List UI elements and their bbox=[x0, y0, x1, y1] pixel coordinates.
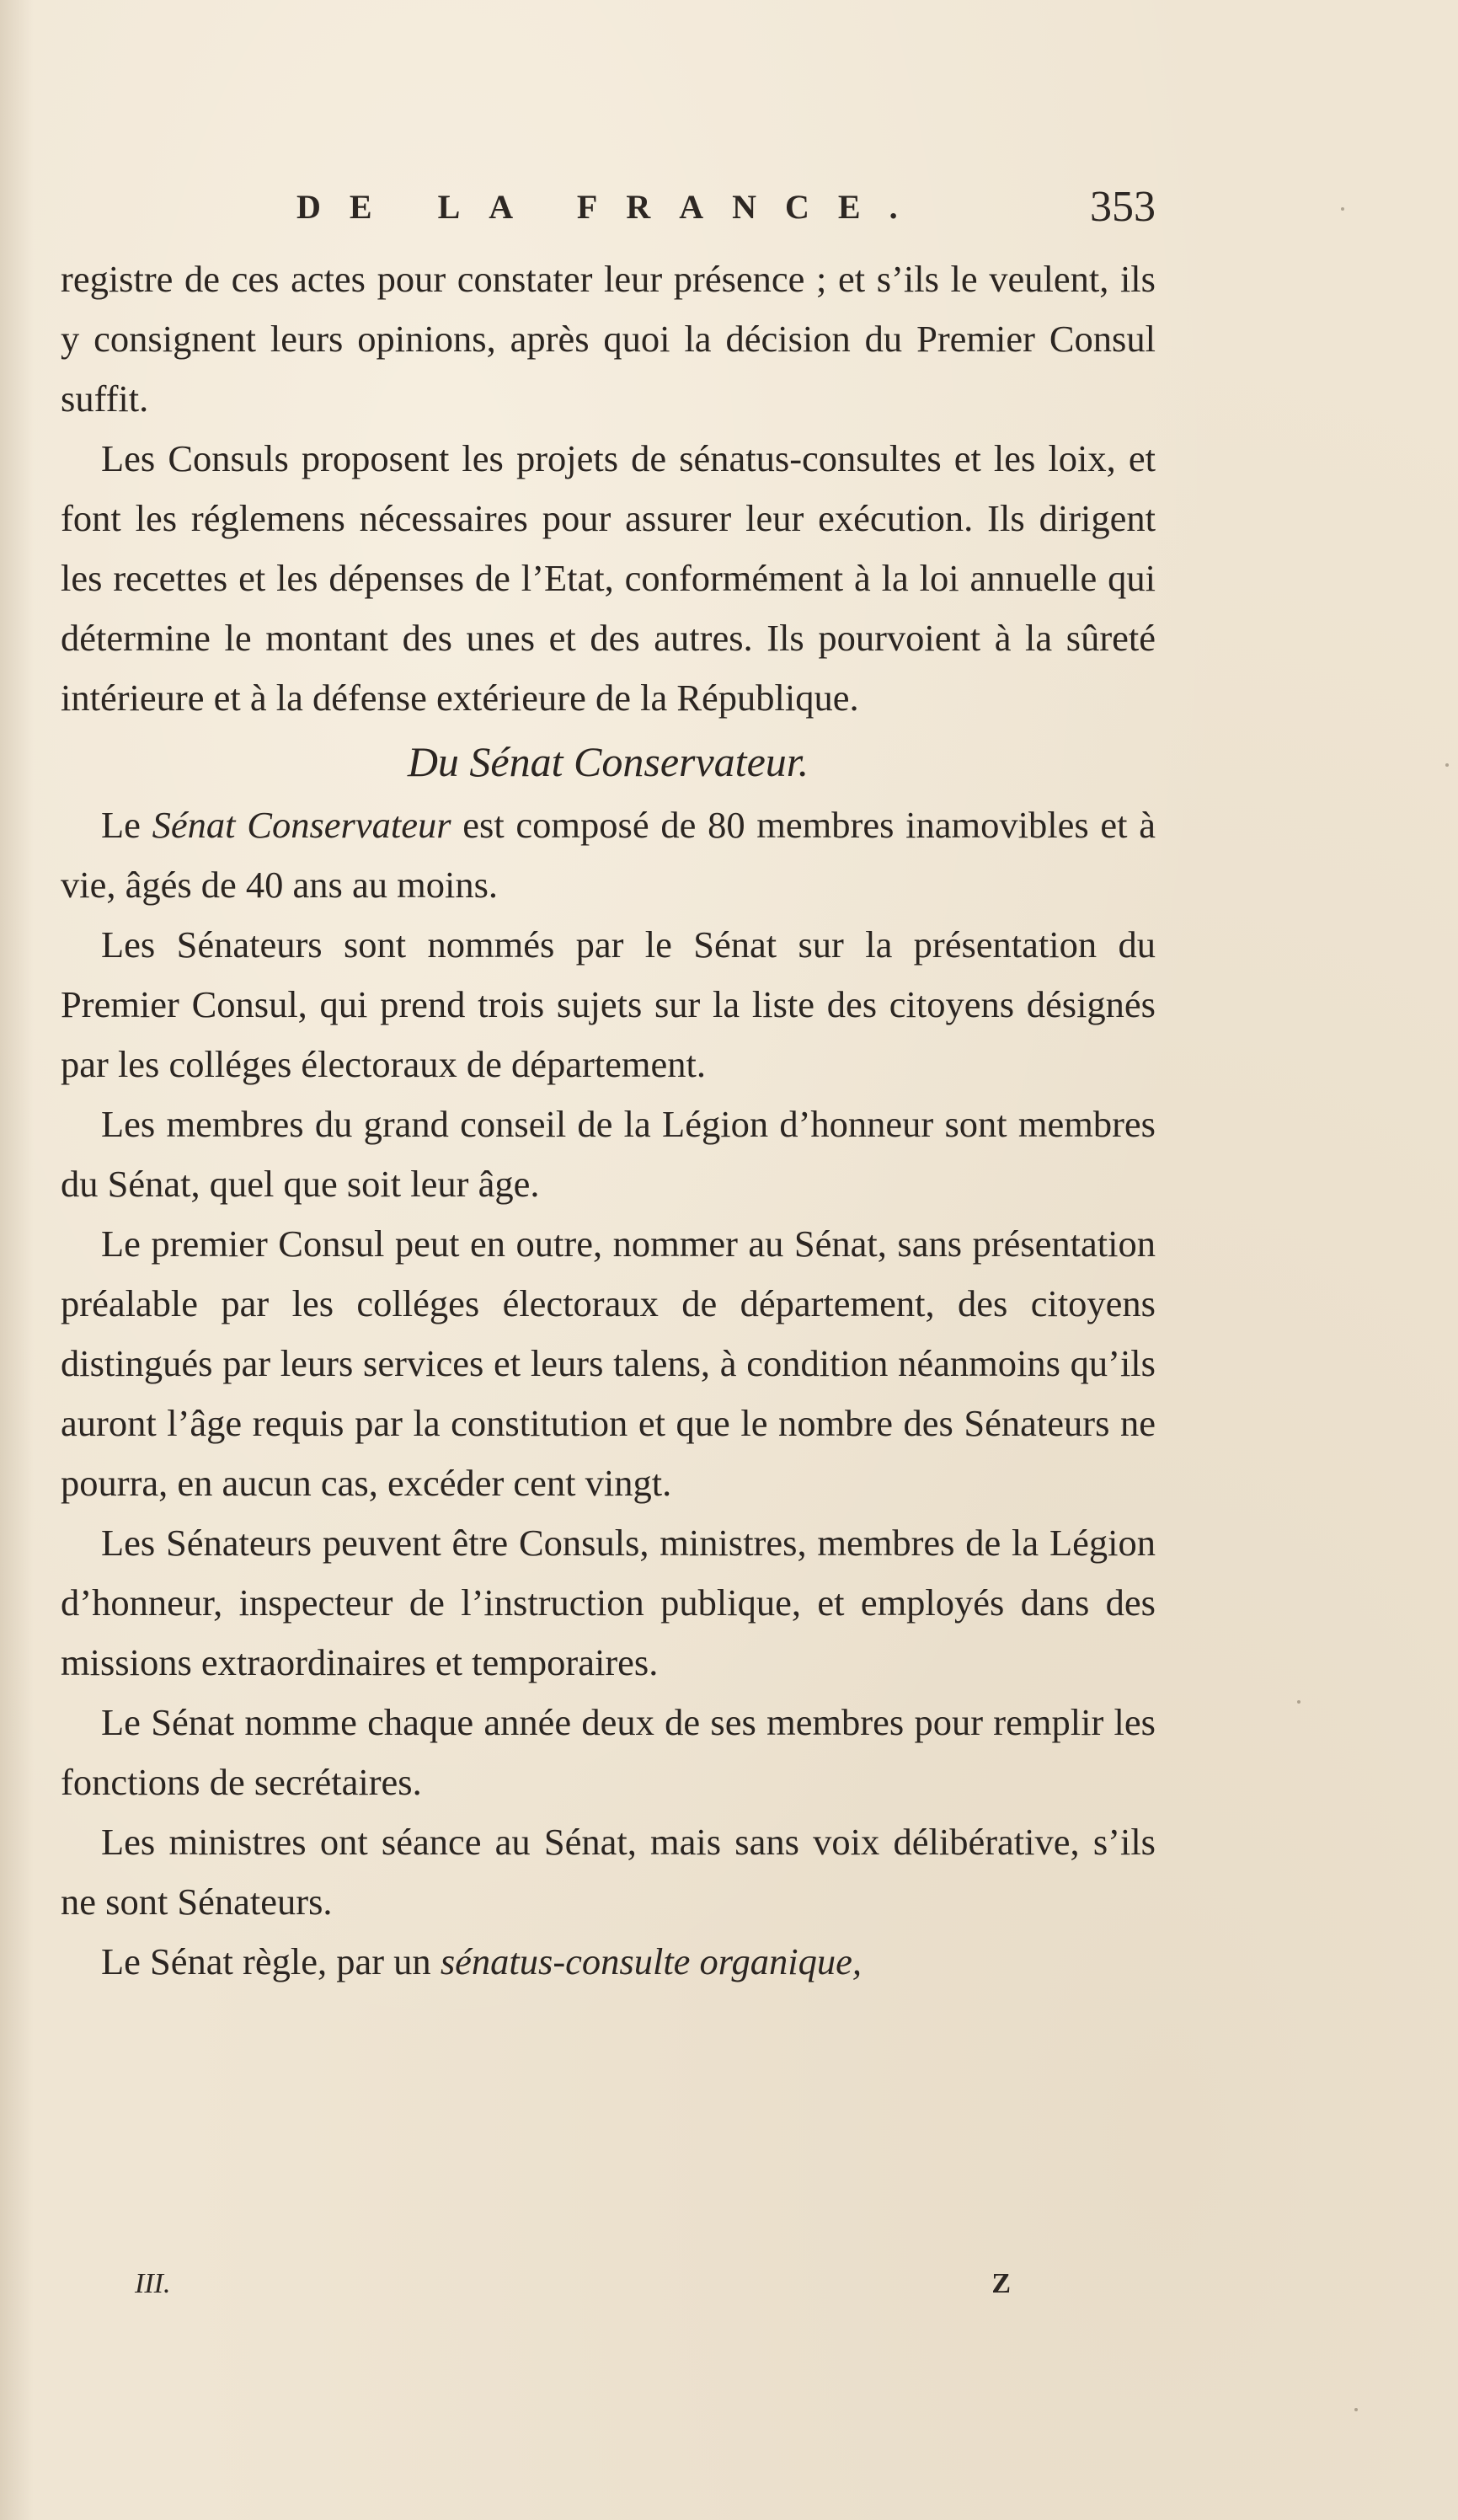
paragraph-lead: Le Sénat règle, par un bbox=[101, 1940, 431, 1982]
paragraph-legion-honneur: Les membres du grand conseil de la Légion d’honneur sont membres du Sénat, quel que soit leur âge. bbox=[61, 1103, 1156, 1205]
paragraph-continued: registre de ces actes pour constater leur présence ; et s’ils le veulent, ils y consignent leurs opinions, après quoi la décision du Premier Consul suffit. bbox=[61, 258, 1156, 420]
paragraph-lead: Le bbox=[101, 804, 141, 846]
paragraph-ministres: Les ministres ont séance au Sénat, mais sans voix délibérative, s’ils ne sont Sénateurs. bbox=[61, 1821, 1156, 1923]
paragraph-senat-regle bbox=[61, 1932, 1156, 1992]
italic-term: sénatus-consulte organique, bbox=[440, 1940, 862, 1982]
paper-speck bbox=[1354, 2408, 1358, 2411]
page-number: 353 bbox=[1090, 183, 1156, 231]
page-header bbox=[296, 183, 1156, 238]
paragraph-premier-consul: Le premier Consul peut en outre, nommer au Sénat, sans présentation préalable par les colléges électoraux de département, des citoyens distingués par leurs services et leurs talens, à condition néanmoins qu’ils auront l’âge requis par la constitution et que le nombre des Sénateurs ne pourra, en aucun cas, excéder cent vingt. bbox=[61, 1223, 1156, 1504]
italic-term: Sénat Conservateur bbox=[152, 804, 451, 846]
page-footer bbox=[135, 2268, 1011, 2310]
paragraph-senateurs-nommes: Les Sénateurs sont nommés par le Sénat sur la présentation du Premier Consul, qui prend trois sujets sur la liste des citoyens désignés par les colléges électoraux de département. bbox=[61, 923, 1156, 1085]
paragraph-consuls: Les Consuls proposent les projets de sénatus-consultes et les loix, et font les réglemens nécessaires pour assurer leur exécution. Ils dirigent les recettes et les dépenses de l’Etat, conformément à la loi annuelle qui détermine le montant des unes et des autres. Ils pourvoient à la sûreté intérieure et à la défense extérieure de la République. bbox=[61, 437, 1156, 719]
paper-speck bbox=[1297, 1700, 1300, 1704]
paper-speck bbox=[1341, 207, 1344, 211]
spine-shadow bbox=[0, 0, 34, 2520]
paragraph-rest: est composé de 80 membres inamovibles et à vie, âgés de 40 ans au moins. bbox=[61, 804, 1156, 906]
volume-mark: III. bbox=[135, 2268, 171, 2299]
running-head: DE LA FRANCE. bbox=[296, 188, 927, 226]
section-heading: Du Sénat Conservateur. bbox=[407, 738, 809, 785]
paragraph-senat-composition bbox=[61, 795, 1156, 915]
paragraph-senateurs-fonctions: Les Sénateurs peuvent être Consuls, ministres, membres de la Légion d’honneur, inspecteur de l’instruction publique, et employés dans des missions extraordinaires et temporaires. bbox=[61, 1522, 1156, 1683]
text-block bbox=[61, 249, 1156, 1992]
paper-speck bbox=[1445, 763, 1449, 767]
signature-mark: Z bbox=[991, 2268, 1011, 2299]
paragraph-secretaires: Le Sénat nomme chaque année deux de ses membres pour remplir les fonctions de secrétaires. bbox=[61, 1701, 1156, 1803]
